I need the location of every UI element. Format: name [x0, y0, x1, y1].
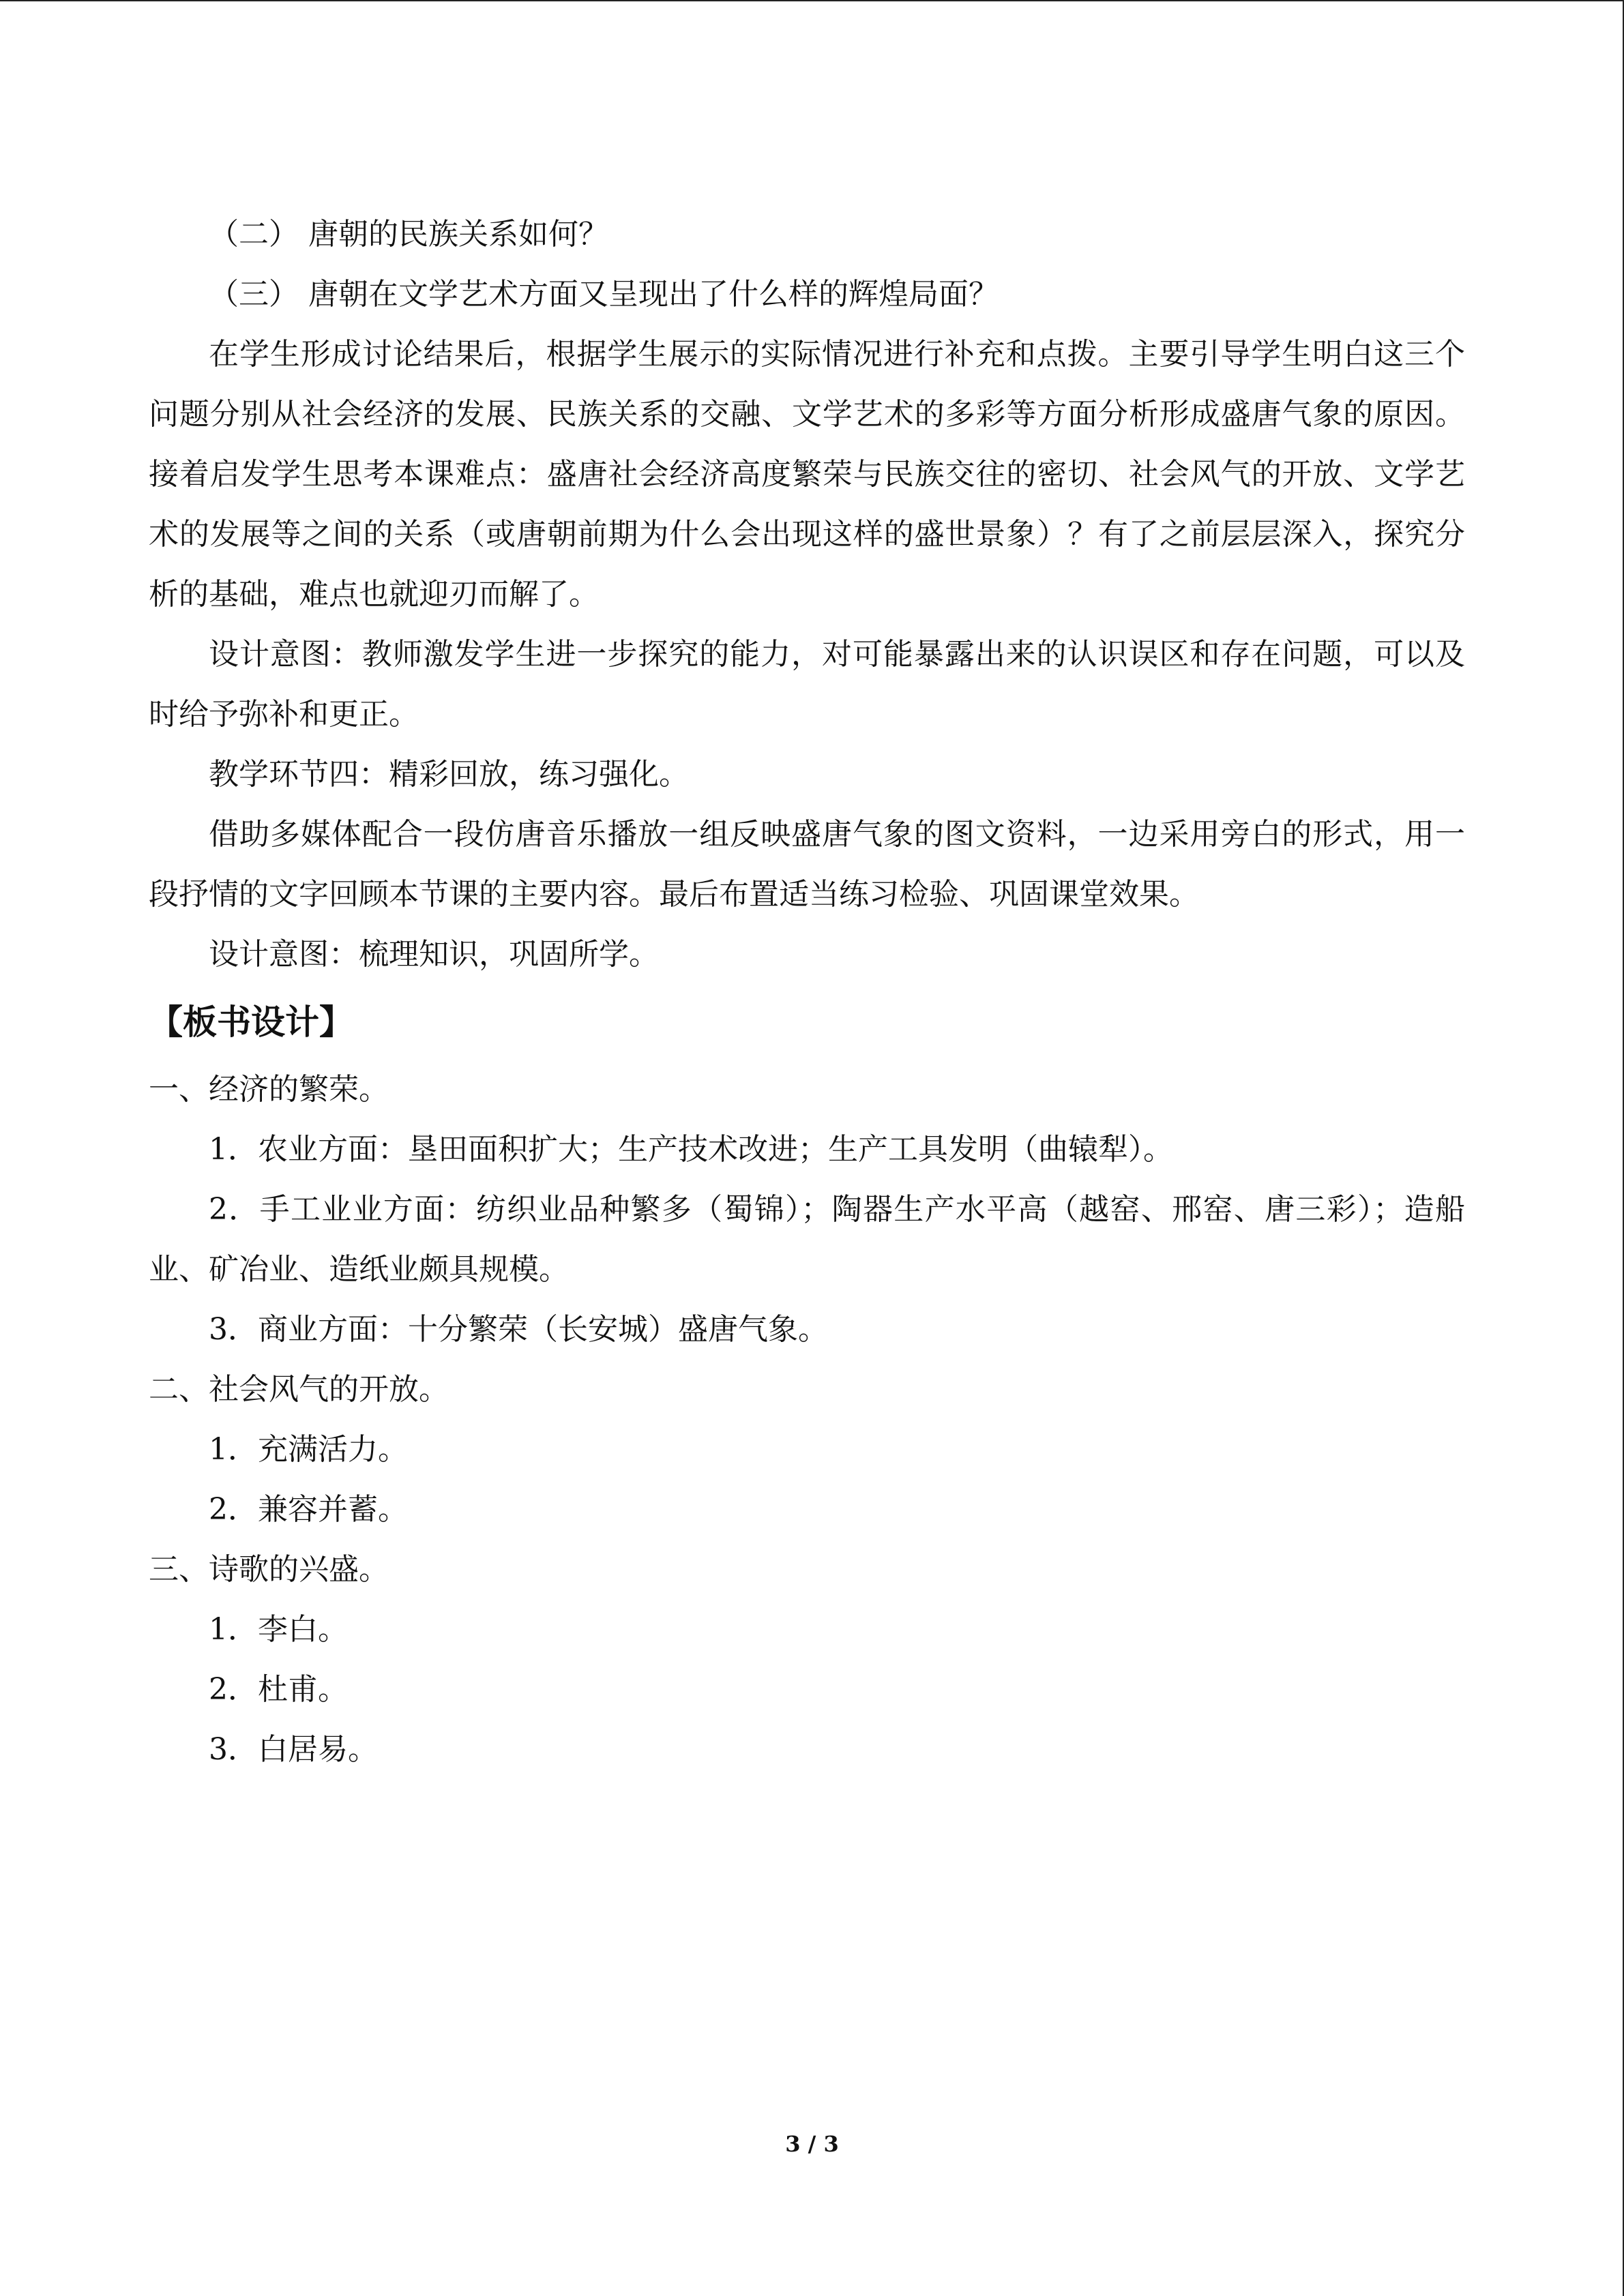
- design-intent-summary: 设计意图：梳理知识，巩固所学。: [209, 937, 659, 972]
- question-three: （三） 唐朝在文学艺术方面又呈现出了什么样的辉煌局面？: [209, 277, 999, 312]
- board-section-poetry: 三、诗歌的兴盛。: [149, 1552, 389, 1587]
- board-item-inclusive: 2．兼容并蓄。: [209, 1492, 408, 1527]
- board-item-bai-juyi: 3．白居易。: [209, 1732, 378, 1767]
- discussion-paragraph: 在学生形成讨论结果后，根据学生展示的实际情况进行补充和点拨。主要引导学生明白这三个问题分别从社会经济的发展、民族关系的交融、文学艺术的多彩等方面分析形成盛唐气象的原因。接着启发学生思考本课难点：盛唐社会经济高度繁荣与民族交往的密切、社会风气的开放、文学艺术的发展等之间的关系（或唐朝前期为什么会出现这样的盛世景象）？有了之前层层深入，探究分析的基础，难点也就迎刃而解了。: [149, 337, 1465, 612]
- board-item-li-bai: 1．李白。: [209, 1612, 348, 1647]
- board-item-commerce: 3．商业方面：十分繁荣（长安城）盛唐气象。: [209, 1312, 828, 1347]
- board-item-handicraft: 2．手工业业方面：纺织业品种繁多（蜀锦）；陶器生产水平高（越窑、邢窑、唐三彩）；造船业、矿冶业、造纸业颇具规模。: [149, 1192, 1465, 1287]
- question-two: （二） 唐朝的民族关系如何？: [209, 217, 608, 252]
- board-design-heading: 【板书设计】: [149, 1002, 353, 1042]
- page-number: 3 / 3: [785, 2131, 839, 2157]
- page-top-border: [0, 0, 1623, 2]
- board-item-du-fu: 2．杜甫。: [209, 1672, 348, 1707]
- board-section-economy: 一、经济的繁荣。: [149, 1072, 389, 1107]
- multimedia-review-paragraph: 借助多媒体配合一段仿唐音乐播放一组反映盛唐气象的图文资料，一边采用旁白的形式，用一段抒情的文字回顾本节课的主要内容。最后布置适当练习检验、巩固课堂效果。: [149, 817, 1465, 912]
- board-section-social: 二、社会风气的开放。: [149, 1372, 449, 1407]
- teaching-step-four: 教学环节四：精彩回放，练习强化。: [209, 757, 689, 792]
- board-item-agriculture: 1．农业方面：垦田面积扩大；生产技术改进；生产工具发明（曲辕犁）。: [209, 1132, 1173, 1167]
- design-intent-paragraph: 设计意图：教师激发学生进一步探究的能力，对可能暴露出来的认识误区和存在问题，可以及时给予弥补和更正。: [149, 637, 1465, 732]
- document-body: [149, 205, 1465, 1780]
- board-item-vitality: 1．充满活力。: [209, 1432, 408, 1467]
